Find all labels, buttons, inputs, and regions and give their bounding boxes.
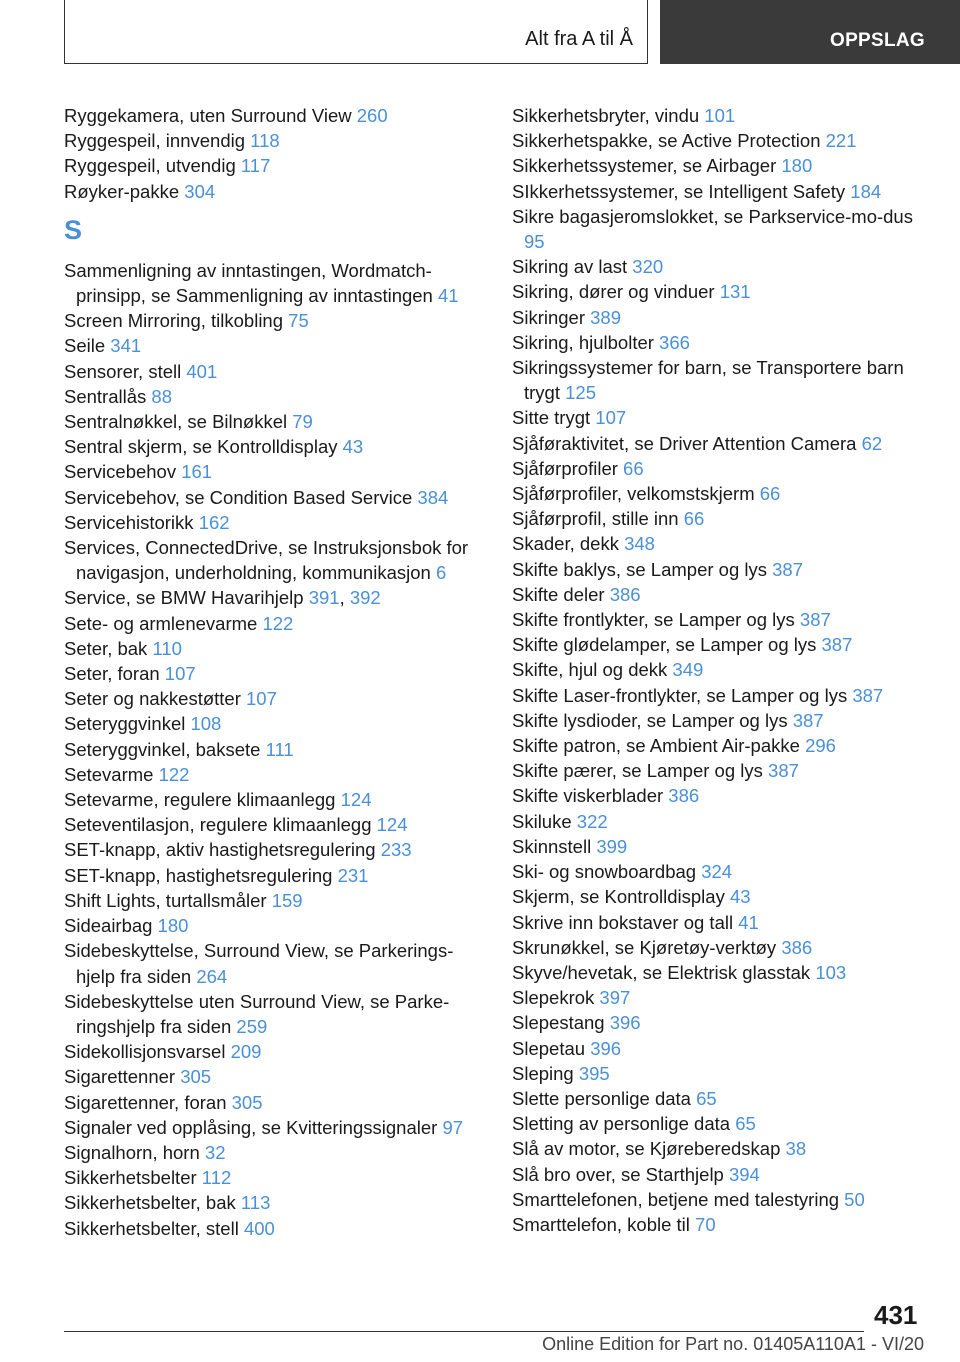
index-entry-term: Servicebehov, se Condition Based Service <box>64 486 413 508</box>
page-link[interactable]: 305 <box>231 1091 263 1113</box>
index-entry-term: Sete- og armlenevarme <box>64 612 258 634</box>
index-entry-term: Sentralnøkkel, se Bilnøkkel <box>64 411 288 433</box>
page-link[interactable]: 397 <box>599 987 631 1009</box>
page-link[interactable]: 161 <box>181 461 213 483</box>
index-entry-term: Skyve/hevetak, se Elektrisk glasstak <box>512 961 811 983</box>
page-link[interactable]: 348 <box>624 533 655 555</box>
page-link[interactable]: 322 <box>576 810 608 832</box>
page-link[interactable]: 396 <box>609 1012 641 1034</box>
index-entry-term: Sentrallås <box>64 385 147 407</box>
index-entry-term: SET-knapp, hastighetsregulering <box>64 864 333 886</box>
page-link[interactable]: 180 <box>157 915 189 937</box>
index-entry <box>512 683 932 708</box>
index-entry-term: Skjerm, se Kontrolldisplay <box>512 886 725 908</box>
index-entry <box>512 632 932 657</box>
section-title: Alt fra A til Å <box>525 28 633 50</box>
index-entry <box>64 1216 489 1241</box>
page-link[interactable]: 394 <box>728 1163 760 1185</box>
page-link[interactable]: 38 <box>785 1138 807 1160</box>
index-entry <box>512 506 932 531</box>
index-entry <box>512 582 932 607</box>
index-entry <box>512 859 932 884</box>
page-link[interactable]: 124 <box>340 789 372 811</box>
index-entry <box>512 1136 932 1161</box>
page-link[interactable]: 233 <box>380 839 412 861</box>
index-entry <box>64 308 489 333</box>
index-entry <box>64 103 489 128</box>
page-link[interactable]: 392 <box>349 587 381 609</box>
index-entry-term: Seile <box>64 335 106 357</box>
index-entry <box>64 787 489 812</box>
index-entry <box>64 485 489 510</box>
index-entry-term: Seter, bak <box>64 637 148 659</box>
page-link[interactable]: 66 <box>759 483 781 505</box>
page-link[interactable]: 101 <box>704 105 736 126</box>
page-link[interactable]: 396 <box>590 1037 622 1059</box>
index-entry-term: Slette personlige data <box>512 1087 691 1109</box>
page-link[interactable]: 264 <box>196 965 228 987</box>
index-entry <box>64 913 489 938</box>
index-entry <box>64 989 489 1039</box>
page-link[interactable]: 180 <box>781 155 813 177</box>
page-link[interactable]: 387 <box>821 634 853 656</box>
index-entry <box>64 258 489 308</box>
index-entry <box>64 1064 489 1089</box>
index-entry-term: Skifte, hjul og dekk <box>512 659 668 681</box>
page-link[interactable]: 113 <box>240 1192 271 1214</box>
page-link[interactable]: 107 <box>164 663 196 685</box>
index-entry <box>512 103 932 128</box>
index-entry-term: Slå bro over, se Starthjelp <box>512 1163 724 1185</box>
page-link[interactable]: 111 <box>265 738 294 760</box>
index-entry-term: Sikkerhetsbelter, bak <box>64 1192 236 1214</box>
page-link[interactable]: 324 <box>701 861 733 883</box>
page-link[interactable]: 387 <box>772 558 804 580</box>
index-entry <box>512 254 932 279</box>
page-link[interactable]: 399 <box>596 835 628 857</box>
index-entry-term: Ryggekamera, uten Surround View <box>64 105 352 126</box>
index-entry <box>512 1086 932 1111</box>
index-entry-term: Sikre bagasjeromslokket, se Parkservice-mo-dus <box>512 205 913 227</box>
index-entry <box>64 1190 489 1215</box>
index-entry-term: Setevarme, regulere klimaanlegg <box>64 789 336 811</box>
page-link[interactable]: 400 <box>243 1217 275 1239</box>
index-entry-term: Sikringssystemer for barn, se Transportere barn trygt <box>512 357 904 404</box>
index-entry-term: Slepetau <box>512 1037 586 1059</box>
page-link[interactable]: 124 <box>376 814 408 836</box>
index-entry <box>512 960 932 985</box>
index-entry <box>512 431 932 456</box>
footer-divider <box>64 1331 864 1332</box>
index-entry-term: Signaler ved opplåsing, se Kvitteringssignaler <box>64 1116 438 1138</box>
index-entry <box>512 884 932 909</box>
index-entry <box>64 636 489 661</box>
index-entry-term: Sikkerhetspakke, se Active Protection <box>512 130 821 152</box>
index-entry <box>64 1039 489 1064</box>
index-entry-term: Skader, dekk <box>512 533 619 555</box>
index-entry-term: Røyker-pakke <box>64 180 180 202</box>
index-entry <box>64 459 489 484</box>
page-link[interactable]: 341 <box>110 335 142 357</box>
page-link[interactable]: 304 <box>184 180 216 202</box>
index-entry <box>512 330 932 355</box>
index-entry <box>512 935 932 960</box>
index-entry <box>64 837 489 862</box>
index-entry-term: Sensorer, stell <box>64 360 182 382</box>
page-link[interactable]: 43 <box>729 886 751 908</box>
page-link[interactable]: 231 <box>337 864 369 886</box>
index-entry-term: Sidekollisjonsvarsel <box>64 1041 226 1063</box>
page-link[interactable]: 125 <box>565 382 596 404</box>
index-entry <box>64 1165 489 1190</box>
page-link[interactable]: 75 <box>288 310 309 332</box>
index-entry-term: Services, ConnectedDrive, se Instruksjonsbok for navigasjon, underholdning, kommunikasjon <box>64 537 469 584</box>
page-link[interactable]: 50 <box>844 1188 865 1210</box>
index-entry <box>512 531 932 556</box>
index-entry <box>64 1140 489 1165</box>
index-entry-term: Skinnstell <box>512 835 592 857</box>
page-link[interactable]: 162 <box>198 511 230 533</box>
index-entry-term: Sjåføraktivitet, se Driver Attention Camera <box>512 432 857 454</box>
index-entry-term: SET-knapp, aktiv hastighetsregulering <box>64 839 376 861</box>
index-entry-term: Sideairbag <box>64 915 153 937</box>
index-entry <box>512 733 932 758</box>
header-tab[interactable] <box>660 0 960 64</box>
index-entry-term: Shift Lights, turtallsmåler <box>64 889 267 911</box>
index-entry <box>64 434 489 459</box>
page-link[interactable]: 95 <box>524 231 545 253</box>
index-entry-term: Sikring, hjulbolter <box>512 331 654 353</box>
page-link[interactable]: 65 <box>735 1113 756 1135</box>
page-link[interactable]: 386 <box>781 936 813 958</box>
page-link[interactable]: 32 <box>204 1141 226 1163</box>
index-entry-term: Sjåførprofil, stille inn <box>512 508 679 530</box>
index-entry-term: Seter, foran <box>64 663 160 685</box>
index-entry: Service, se BMW Havarihjelp 391, 392 <box>64 587 381 609</box>
index-entry-term: Smarttelefonen, betjene med talestyring <box>512 1188 840 1210</box>
index-entry <box>512 657 932 682</box>
index-entry <box>64 128 489 153</box>
page-link[interactable]: 122 <box>262 612 294 634</box>
index-entry <box>512 985 932 1010</box>
index-entry-term: Skifte lysdioder, se Lamper og lys <box>512 709 788 731</box>
page-link[interactable]: 70 <box>695 1213 716 1235</box>
index-entry-term: Slå av motor, se Kjøreberedskap <box>512 1138 781 1160</box>
index-entry-term: Skrunøkkel, se Kjøretøy-verktøy <box>512 936 777 958</box>
page-link[interactable]: 387 <box>768 760 799 782</box>
index-entry-term: Sitte trygt <box>512 407 591 429</box>
page-link[interactable]: 320 <box>632 256 664 278</box>
index-entry <box>512 783 932 808</box>
index-entry-term: Skifte glødelamper, se Lamper og lys <box>512 634 817 656</box>
page-link[interactable]: 118 <box>250 130 280 152</box>
index-entry-term: Skifte pærer, se Lamper og lys <box>512 760 763 782</box>
index-entry-term: Sidebeskyttelse, Surround View, se Parkerings-hjelp fra siden <box>64 940 454 987</box>
index-entry-term: Ryggespeil, innvendig <box>64 130 246 152</box>
index-entry-term: Skifte baklys, se Lamper og lys <box>512 558 767 580</box>
index-entry-term: Skifte frontlykter, se Lamper og lys <box>512 609 795 631</box>
index-entry-term: Skrive inn bokstaver og tall <box>512 911 734 933</box>
header-section-box <box>64 0 648 64</box>
index-entry-term: Signalhorn, horn <box>64 1141 200 1163</box>
page-link[interactable]: 387 <box>852 684 884 706</box>
index-entry-term: Sentral skjerm, se Kontrolldisplay <box>64 436 338 458</box>
page-link[interactable]: 6 <box>435 562 447 584</box>
index-entry <box>512 481 932 506</box>
index-entry-term: Skifte patron, se Ambient Air-pakke <box>512 735 800 757</box>
index-entry <box>512 305 932 330</box>
index-column-left <box>64 103 489 1241</box>
page-link[interactable]: 122 <box>158 763 190 785</box>
index-entry <box>512 405 932 430</box>
page-link[interactable]: 386 <box>668 785 700 807</box>
page-link[interactable]: 97 <box>442 1116 464 1138</box>
index-entry-term: Slepestang <box>512 1012 605 1034</box>
index-entry-term: Ryggespeil, utvendig <box>64 155 236 177</box>
index-entry <box>64 611 489 636</box>
index-entry <box>512 279 932 304</box>
index-entry-term: Sikring, dører og vinduer <box>512 281 715 303</box>
index-entry <box>64 762 489 787</box>
index-entry <box>64 384 489 409</box>
page-link[interactable]: 401 <box>186 360 218 382</box>
index-entry <box>512 1036 932 1061</box>
index-entry <box>64 737 489 762</box>
page-link[interactable]: 384 <box>417 486 449 508</box>
page-link[interactable]: 395 <box>578 1062 610 1084</box>
index-column-right <box>512 103 932 1237</box>
index-entry-term: Service, se BMW Havarihjelp <box>64 587 304 609</box>
page-link[interactable]: 387 <box>799 609 831 631</box>
index-entry-term: Sikkerhetsbryter, vindu <box>512 105 700 126</box>
index-entry <box>512 153 932 178</box>
footer-edition-text: Online Edition for Part no. 01405A110A1 - VI/20 <box>542 1334 924 1354</box>
page-link[interactable]: 387 <box>792 709 824 731</box>
index-entry-term: Sikringer <box>512 306 585 328</box>
index-entry-term: Sikring av last <box>512 256 628 278</box>
index-entry-term: Sigarettenner, foran <box>64 1091 227 1113</box>
index-entry-term: Slepekrok <box>512 987 595 1009</box>
index-entry-term: Sikkerhetssystemer, se Airbager <box>512 155 777 177</box>
index-entry <box>64 333 489 358</box>
page-link[interactable]: 159 <box>271 889 303 911</box>
page-link[interactable]: 110 <box>152 637 182 659</box>
page-link[interactable]: 62 <box>861 432 883 454</box>
page-link[interactable]: 66 <box>623 457 644 479</box>
index-entry <box>64 179 489 204</box>
index-entry-term: Setevarme <box>64 763 154 785</box>
page-link[interactable]: 209 <box>230 1041 262 1063</box>
index-entry <box>64 812 489 837</box>
index-entry <box>512 456 932 481</box>
page-link[interactable]: 88 <box>151 385 172 407</box>
index-entry-term: Screen Mirroring, tilkobling <box>64 310 284 332</box>
index-entry-term: Seter og nakkestøtter <box>64 688 241 710</box>
index-entry <box>64 888 489 913</box>
index-entry <box>512 809 932 834</box>
index-letter-heading: S <box>64 214 83 245</box>
index-entry-term: Sidebeskyttelse uten Surround View, se Parke-ringshjelp fra siden <box>64 990 450 1037</box>
index-entry <box>64 686 489 711</box>
index-entry <box>512 1111 932 1136</box>
index-entry <box>64 938 489 988</box>
index-entry-term: Smarttelefon, koble til <box>512 1213 690 1235</box>
page-link[interactable]: 108 <box>190 713 222 735</box>
page-link[interactable]: 366 <box>659 331 690 353</box>
page-link[interactable]: 386 <box>609 583 641 605</box>
page-link[interactable]: 41 <box>438 285 459 307</box>
page-link[interactable]: 259 <box>236 1015 268 1037</box>
index-entry-term: Skifte viskerblader <box>512 785 664 807</box>
index-entry-term: Sigarettenner <box>64 1066 176 1088</box>
index-entry-term: Servicehistorikk <box>64 511 194 533</box>
index-entry-term: Seteventilasjon, regulere klimaanlegg <box>64 814 372 836</box>
page-number: 431 <box>874 1300 918 1330</box>
index-entry <box>512 607 932 632</box>
index-entry <box>64 711 489 736</box>
index-entry <box>64 153 489 178</box>
index-entry-term: Sleping <box>512 1062 574 1084</box>
index-entry <box>512 834 932 859</box>
index-entry <box>64 409 489 434</box>
index-entry <box>512 1061 932 1086</box>
index-entry-term: Sjåførprofiler, velkomstskjerm <box>512 483 755 505</box>
index-entry-term: Servicebehov <box>64 461 177 483</box>
index-entry-term: Skifte deler <box>512 583 605 605</box>
page-link[interactable]: 103 <box>815 961 847 983</box>
index-entry-term: Seteryggvinkel, baksete <box>64 738 261 760</box>
page-link[interactable]: 107 <box>246 688 277 710</box>
page-link[interactable]: 296 <box>805 735 836 757</box>
page-link[interactable]: 112 <box>201 1167 232 1189</box>
page-link[interactable]: 107 <box>595 407 627 429</box>
index-entry <box>512 128 932 153</box>
index-entry <box>512 1212 932 1237</box>
index-entry <box>64 535 489 585</box>
page-link[interactable]: 41 <box>738 911 759 933</box>
index-entry <box>512 557 932 582</box>
index-entry-term: Sikkerhetsbelter <box>64 1167 197 1189</box>
index-entry <box>64 1115 489 1140</box>
index-entry-term: Skifte Laser-frontlykter, se Lamper og lys <box>512 684 848 706</box>
index-entry <box>512 1187 932 1212</box>
index-entry-term: Sletting av personlige data <box>512 1113 731 1135</box>
tab-label: OPPSLAG <box>830 30 926 51</box>
index-entry <box>512 355 932 405</box>
page-link[interactable]: 389 <box>590 306 622 328</box>
index-entry <box>512 708 932 733</box>
index-entry <box>64 1090 489 1115</box>
page-link[interactable]: 65 <box>696 1087 717 1109</box>
index-entry <box>512 1162 932 1187</box>
index-entry <box>512 1010 932 1035</box>
page-link[interactable]: 79 <box>292 411 313 433</box>
index-entry-term: SIkkerhetssystemer, se Intelligent Safety <box>512 180 846 202</box>
page-link[interactable]: 43 <box>342 436 364 458</box>
page-link[interactable]: 391 <box>308 587 340 609</box>
index-entry <box>64 661 489 686</box>
page-link[interactable]: 184 <box>850 180 882 202</box>
page-link[interactable]: 349 <box>672 659 704 681</box>
index-entry <box>64 863 489 888</box>
index-entry <box>512 179 932 204</box>
page-link[interactable]: 66 <box>683 508 705 530</box>
index-entry-term: Skiluke <box>512 810 572 832</box>
index-entry <box>512 758 932 783</box>
page-link[interactable]: 117 <box>240 155 271 177</box>
index-entry-term: Sikkerhetsbelter, stell <box>64 1217 239 1239</box>
index-entry-term: Sjåførprofiler <box>512 457 618 479</box>
page-link[interactable]: 221 <box>825 130 857 152</box>
index-entry <box>64 510 489 535</box>
index-entry-term: Sammenligning av inntastingen, Wordmatch-prinsipp, se Sammenligning av inntastingen <box>64 259 433 307</box>
page-link[interactable]: 131 <box>719 281 751 303</box>
index-entry-term: Seteryggvinkel <box>64 713 186 735</box>
page-link[interactable]: 305 <box>180 1066 212 1088</box>
index-entry <box>512 204 932 254</box>
page-link[interactable]: 260 <box>356 105 388 126</box>
index-entry <box>64 359 489 384</box>
index-entry <box>512 910 932 935</box>
index-entry-term: Ski- og snowboardbag <box>512 861 697 883</box>
